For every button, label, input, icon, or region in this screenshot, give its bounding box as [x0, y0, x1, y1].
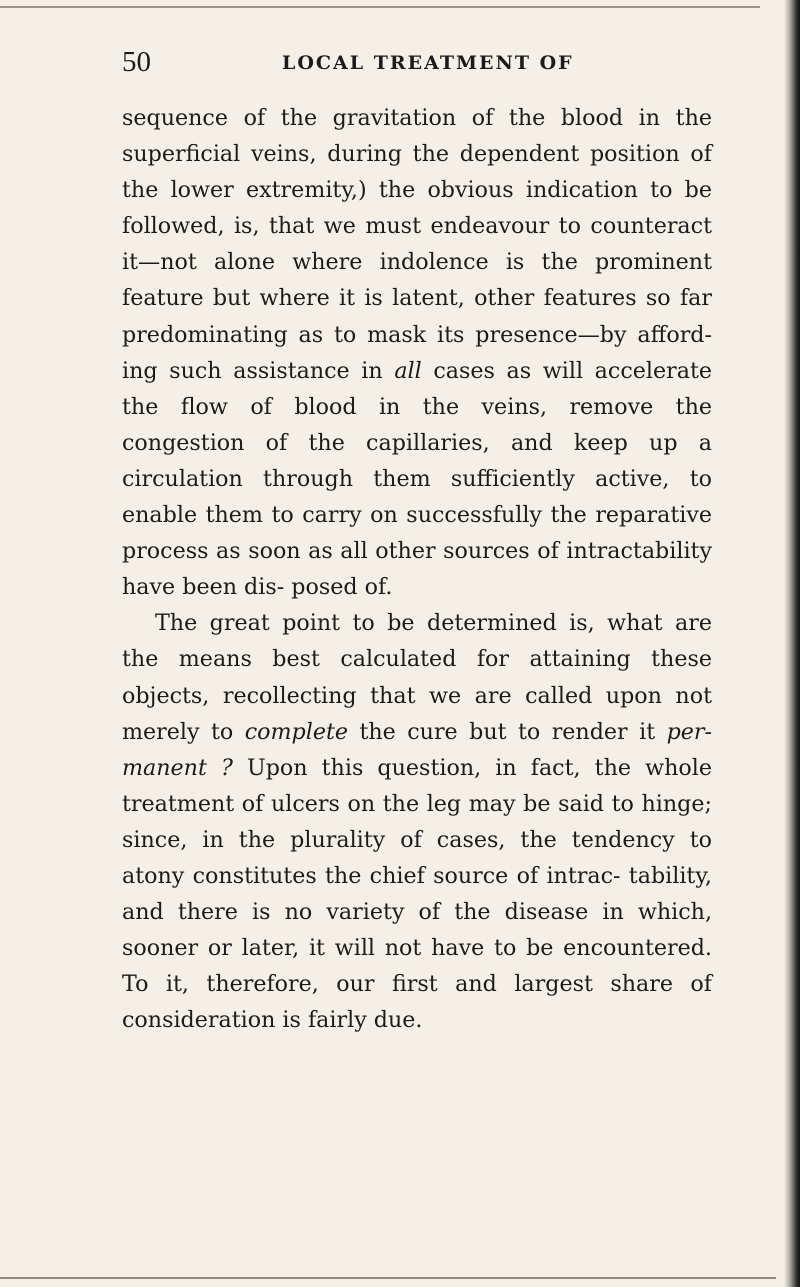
- bottom-page-edge: [0, 1277, 776, 1279]
- page-number: 50: [122, 46, 151, 78]
- page-body: [122, 100, 712, 1038]
- right-page-edge: [784, 0, 800, 1287]
- paragraph-1-text-end: cases as will accelerate the flow of blood in the veins, remove the congestion of the capillaries, and keep up a circulation through them sufficiently active, to enable them to carry on successfully the reparative process as soon as all other sources of intractability have been dis- posed of.: [122, 357, 712, 601]
- paragraph-1-text-start: sequence of the gravitation of the blood in the superficial veins, during the dependent position of the lower extremity,) the obvious indication to be followed, is, that we must endeavour to counteract it—not alone where indolence is the prominent feature but where it is latent, other features so far predominating as to mask its presence—by afford- ing such assistance in: [122, 105, 712, 384]
- top-page-edge: [0, 6, 760, 8]
- page-header: [122, 44, 712, 80]
- emphasis-all: all: [394, 357, 422, 384]
- paragraph-1: [122, 100, 712, 605]
- emphasis-permanent: per- manent ?: [122, 718, 712, 781]
- paragraph-2-text-end: Upon this question, in fact, the whole treatment of ulcers on the leg may be said to hinge; since, in the plurality of cases, the tendency to atony constitutes the chief source of intrac- tability, and there is no variety of the disease in which, sooner or later, it will not have to be encountered. To it, therefore, our first and largest share of consideration is fairly due.: [122, 754, 712, 1034]
- paragraph-2-text-start: The great point to be determined is, what are the means best calculated for attaining these objects, recollecting that we are called upon not merely to: [122, 610, 712, 745]
- running-title: LOCAL TREATMENT OF: [282, 52, 574, 74]
- emphasis-complete: complete: [244, 718, 349, 745]
- paragraph-2: [122, 605, 712, 1038]
- paragraph-2-text-middle: the cure but to render it: [348, 718, 667, 745]
